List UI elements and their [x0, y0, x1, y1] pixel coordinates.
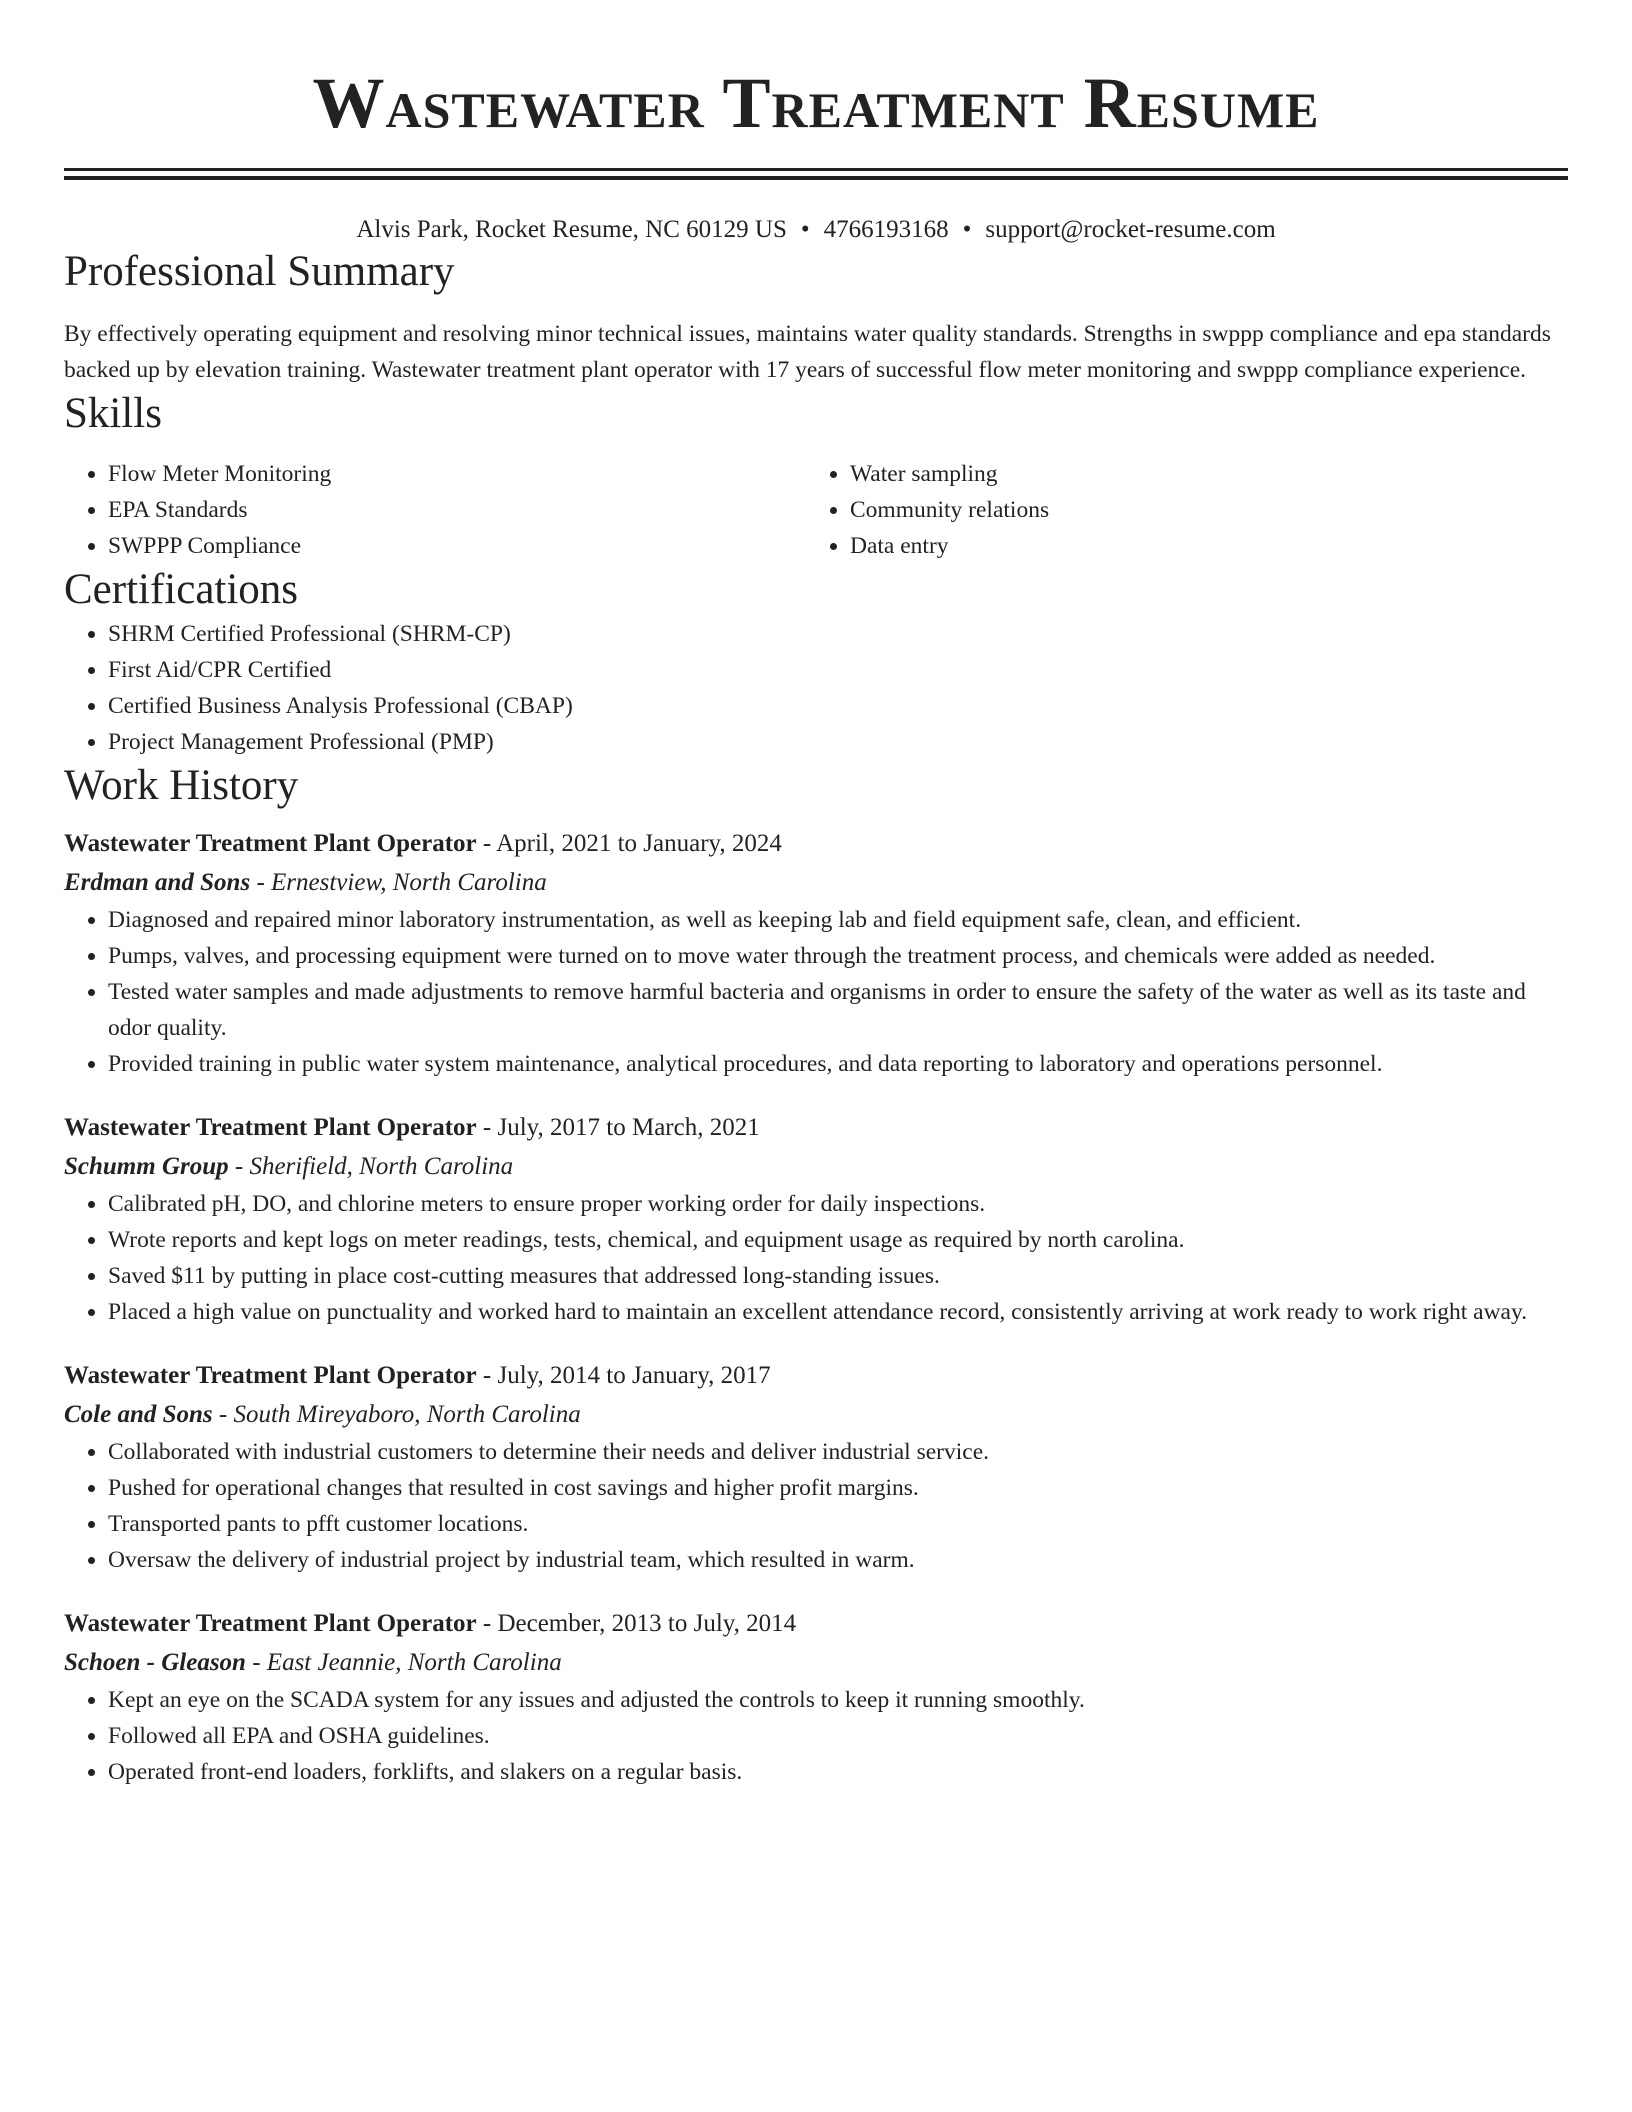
certification-item: • SHRM Certified Professional (SHRM-CP): [108, 616, 1568, 652]
job-dates: - July, 2017 to March, 2021: [476, 1114, 760, 1141]
contact-phone: 4766193168: [823, 216, 949, 243]
company-location: - South Mireyaboro, North Carolina: [212, 1401, 581, 1428]
contact-email: support@rocket-resume.com: [985, 216, 1276, 243]
job-title: Wastewater Treatment Plant Operator: [64, 1610, 477, 1637]
job-duty-item: • Oversaw the delivery of industrial project by industrial team, which resulted in warm.: [108, 1542, 1568, 1578]
resume-page: [64, 0, 1568, 1790]
contact-line: [64, 214, 1568, 246]
skill-item: • SWPPP Compliance: [108, 528, 806, 564]
skills-list-left: [64, 456, 806, 564]
job-title: Wastewater Treatment Plant Operator: [64, 1114, 477, 1141]
certification-item: • Project Management Professional (PMP): [108, 724, 1568, 760]
job-title: Wastewater Treatment Plant Operator: [64, 830, 477, 857]
job-duties-list: [64, 1186, 1568, 1330]
company-line: [64, 1148, 1568, 1186]
job-duty-item: • Tested water samples and made adjustments to remove harmful bacteria and organisms in order to ensure the safety of the water as well as its taste and odor quality.: [108, 974, 1568, 1046]
job-dates: - July, 2014 to January, 2017: [476, 1362, 771, 1389]
company-line: [64, 1644, 1568, 1682]
job-entry: [64, 1108, 1568, 1330]
job-duty-item: • Kept an eye on the SCADA system for any issues and adjusted the controls to keep it running smoothly.: [108, 1682, 1568, 1718]
skill-item: • Community relations: [850, 492, 1548, 528]
skill-item: • Water sampling: [850, 456, 1548, 492]
skill-item: • Data entry: [850, 528, 1548, 564]
skill-item: • EPA Standards: [108, 492, 806, 528]
job-duty-item: • Followed all EPA and OSHA guidelines.: [108, 1718, 1568, 1754]
job-duty-item: • Saved $11 by putting in place cost-cutting measures that addressed long-standing issues.: [108, 1258, 1568, 1294]
certifications-list: [64, 616, 1568, 760]
job-duties-list: [64, 1434, 1568, 1578]
certifications-heading: Certifications: [64, 566, 299, 613]
job-title-line: [64, 1108, 1568, 1148]
skills-heading: Skills: [64, 390, 162, 437]
job-duty-item: • Diagnosed and repaired minor laboratory instrumentation, as well as keeping lab and field equipment safe, clean, and efficient.: [108, 902, 1568, 938]
job-duties-list: [64, 902, 1568, 1082]
company-name: Erdman and Sons: [64, 869, 251, 896]
job-duty-item: • Collaborated with industrial customers to determine their needs and deliver industrial service.: [108, 1434, 1568, 1470]
contact-separator: •: [800, 216, 810, 243]
company-location: - Sherifield, North Carolina: [228, 1153, 514, 1180]
company-name: Schumm Group: [64, 1153, 229, 1180]
job-duty-item: • Provided training in public water system maintenance, analytical procedures, and data reporting to laboratory and operations personnel.: [108, 1046, 1568, 1082]
company-location: - Ernestview, North Carolina: [250, 869, 547, 896]
work-history-heading: Work History: [64, 762, 299, 809]
contact-separator: •: [962, 216, 972, 243]
certification-item: • Certified Business Analysis Professional (CBAP): [108, 688, 1568, 724]
skills-grid: [64, 456, 1568, 564]
job-entry: [64, 1356, 1568, 1578]
skills-column-left: [64, 456, 806, 564]
summary-heading: Professional Summary: [64, 248, 455, 295]
certification-item: • First Aid/CPR Certified: [108, 652, 1568, 688]
title-divider: [64, 168, 1568, 180]
job-duty-item: • Calibrated pH, DO, and chlorine meters to ensure proper working order for daily inspections.: [108, 1186, 1568, 1222]
company-line: [64, 864, 1568, 902]
page-title: Wastewater Treatment Resume: [312, 63, 1320, 143]
job-title: Wastewater Treatment Plant Operator: [64, 1362, 477, 1389]
job-duty-item: • Wrote reports and kept logs on meter readings, tests, chemical, and equipment usage as required by north carolina.: [108, 1222, 1568, 1258]
job-title-line: [64, 1604, 1568, 1644]
job-duties-list: [64, 1682, 1568, 1790]
skill-item: • Flow Meter Monitoring: [108, 456, 806, 492]
job-dates: - December, 2013 to July, 2014: [476, 1610, 797, 1637]
job-entry: [64, 1604, 1568, 1790]
job-title-line: [64, 824, 1568, 864]
job-duty-item: • Pushed for operational changes that resulted in cost savings and higher profit margins.: [108, 1470, 1568, 1506]
skills-list-right: [806, 456, 1548, 564]
company-location: - East Jeannie, North Carolina: [245, 1649, 562, 1676]
company-name: Cole and Sons: [64, 1401, 213, 1428]
contact-address: Alvis Park, Rocket Resume, NC 60129 US: [356, 216, 787, 243]
job-duty-item: • Transported pants to pfft customer locations.: [108, 1506, 1568, 1542]
job-dates: - April, 2021 to January, 2024: [476, 830, 782, 857]
job-duty-item: • Placed a high value on punctuality and worked hard to maintain an excellent attendance record, consistently arriving at work ready to work right away.: [108, 1294, 1568, 1330]
company-line: [64, 1396, 1568, 1434]
skills-column-right: [806, 456, 1548, 564]
job-duty-item: • Pumps, valves, and processing equipment were turned on to move water through the treatment process, and chemicals were added as needed.: [108, 938, 1568, 974]
company-name: Schoen - Gleason: [64, 1649, 246, 1676]
job-entry: [64, 824, 1568, 1082]
summary-text: By effectively operating equipment and resolving minor technical issues, maintains water quality standards. Strengths in swppp compliance and epa standards backed up by elevation training. Wastewater treatment plant operator with 17 years of successful flow meter monitoring and swppp compliance experience.: [64, 321, 1551, 383]
job-title-line: [64, 1356, 1568, 1396]
job-duty-item: • Operated front-end loaders, forklifts, and slakers on a regular basis.: [108, 1754, 1568, 1790]
